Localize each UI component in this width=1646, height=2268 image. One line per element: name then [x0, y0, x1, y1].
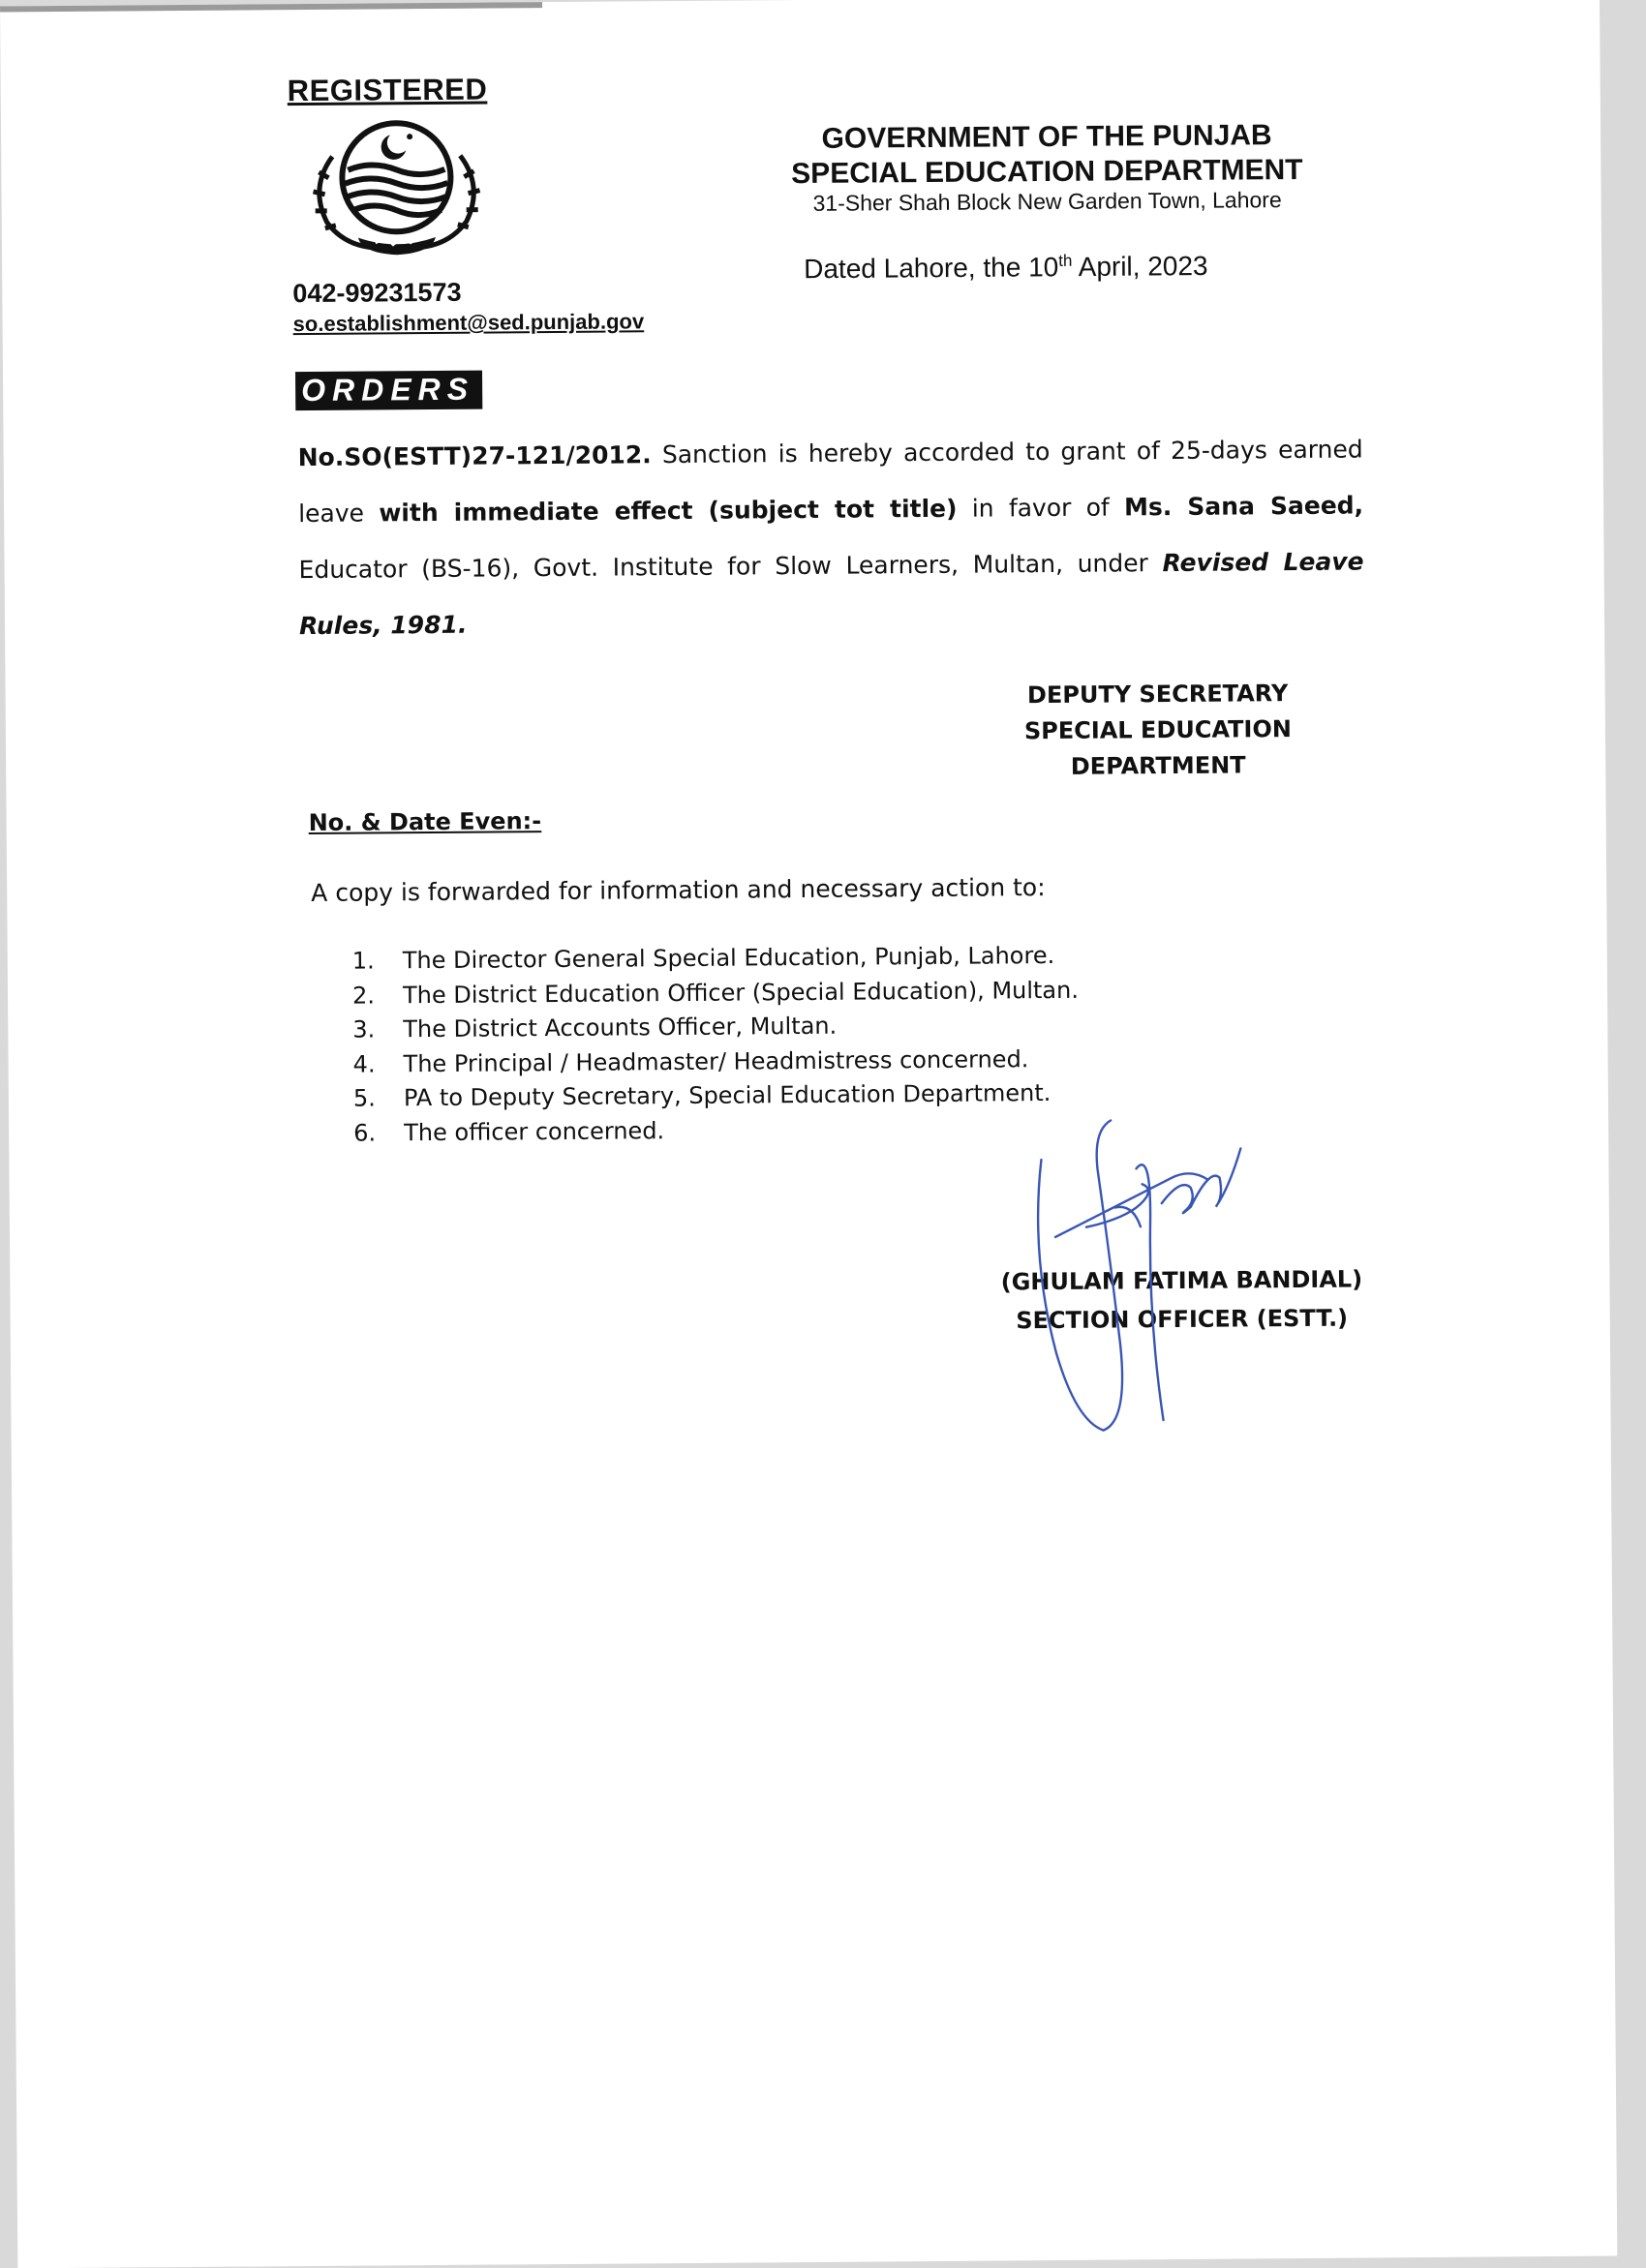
department-address: 31-Sher Shah Block New Garden Town, Lahore	[812, 187, 1282, 216]
order-text-2: in favor of	[957, 493, 1125, 523]
date-line	[804, 251, 1208, 286]
list-item-number: 4.	[352, 1049, 376, 1078]
list-item	[352, 973, 1079, 1013]
list-item	[353, 1110, 1080, 1150]
signatory-line-2: SPECIAL EDUCATION	[1023, 715, 1293, 745]
email-address: so.establishment@sed.punjab.gov	[292, 309, 645, 337]
order-paragraph	[297, 421, 1364, 654]
list-item	[352, 1008, 1079, 1047]
list-item-text: The Director General Special Education, Punjab, Lahore.	[402, 941, 1055, 975]
list-item-text: PA to Deputy Secretary, Special Education Department.	[403, 1078, 1052, 1112]
scan-edge	[0, 2, 542, 12]
list-item-number: 2.	[351, 981, 376, 1010]
order-text-1: Sanction is hereby accorded to grant of 25-days earned leave	[298, 435, 1363, 529]
order-text-3: Educator (BS-16), Govt. Institute for Slow Learners, Multan, under	[298, 549, 1163, 585]
department-title: SPECIAL EDUCATION DEPARTMENT	[791, 153, 1303, 191]
signatory-line-3: DEPARTMENT	[1070, 751, 1246, 780]
list-item	[352, 1042, 1079, 1081]
date-suffix: April, 2023	[1072, 251, 1208, 283]
list-item-text: The District Accounts Officer, Multan.	[403, 1012, 838, 1043]
order-effect: with immediate effect (subject tot title)	[379, 494, 958, 528]
punjab-emblem-icon	[297, 112, 496, 269]
orders-heading: ORDERS	[295, 371, 482, 411]
registered-label: REGISTERED	[287, 72, 488, 108]
list-item-number: 6.	[353, 1118, 377, 1147]
list-item	[352, 939, 1079, 979]
signatory-line-1: DEPUTY SECRETARY	[1026, 680, 1289, 710]
date-prefix: Dated Lahore, the 10	[804, 252, 1059, 285]
government-title: GOVERNMENT OF THE PUNJAB	[821, 119, 1272, 155]
employee-name: Ms. Sana Saeed,	[1123, 491, 1364, 522]
list-item-text: The Principal / Headmaster/ Headmistress concerned.	[403, 1044, 1029, 1077]
list-item-number: 1.	[351, 947, 375, 975]
order-number: No.SO(ESTT)27-121/2012.	[297, 440, 652, 472]
forward-text: A copy is forwarded for information and necessary action to:	[311, 873, 1046, 907]
list-item-number: 5.	[352, 1084, 376, 1112]
no-date-even: No. & Date Even:-	[308, 807, 542, 837]
leave-rules: Revised Leave Rules, 1981.	[298, 547, 1364, 641]
list-item	[353, 1076, 1080, 1116]
handwritten-signature	[1025, 1109, 1261, 1440]
copy-to-list	[352, 939, 1081, 1151]
list-item-number: 3.	[352, 1015, 376, 1043]
officer-designation: SECTION OFFICER (ESTT.)	[1016, 1304, 1349, 1335]
date-ordinal: th	[1058, 251, 1073, 270]
phone-number: 042-99231573	[292, 277, 462, 309]
department-heading	[756, 118, 1338, 193]
officer-name: (GHULAM FATIMA BANDIAL)	[1000, 1265, 1363, 1296]
deputy-secretary-block	[993, 676, 1324, 786]
list-item-text: The officer concerned.	[404, 1116, 665, 1146]
list-item-text: The District Education Officer (Special Education), Multan.	[402, 976, 1080, 1009]
